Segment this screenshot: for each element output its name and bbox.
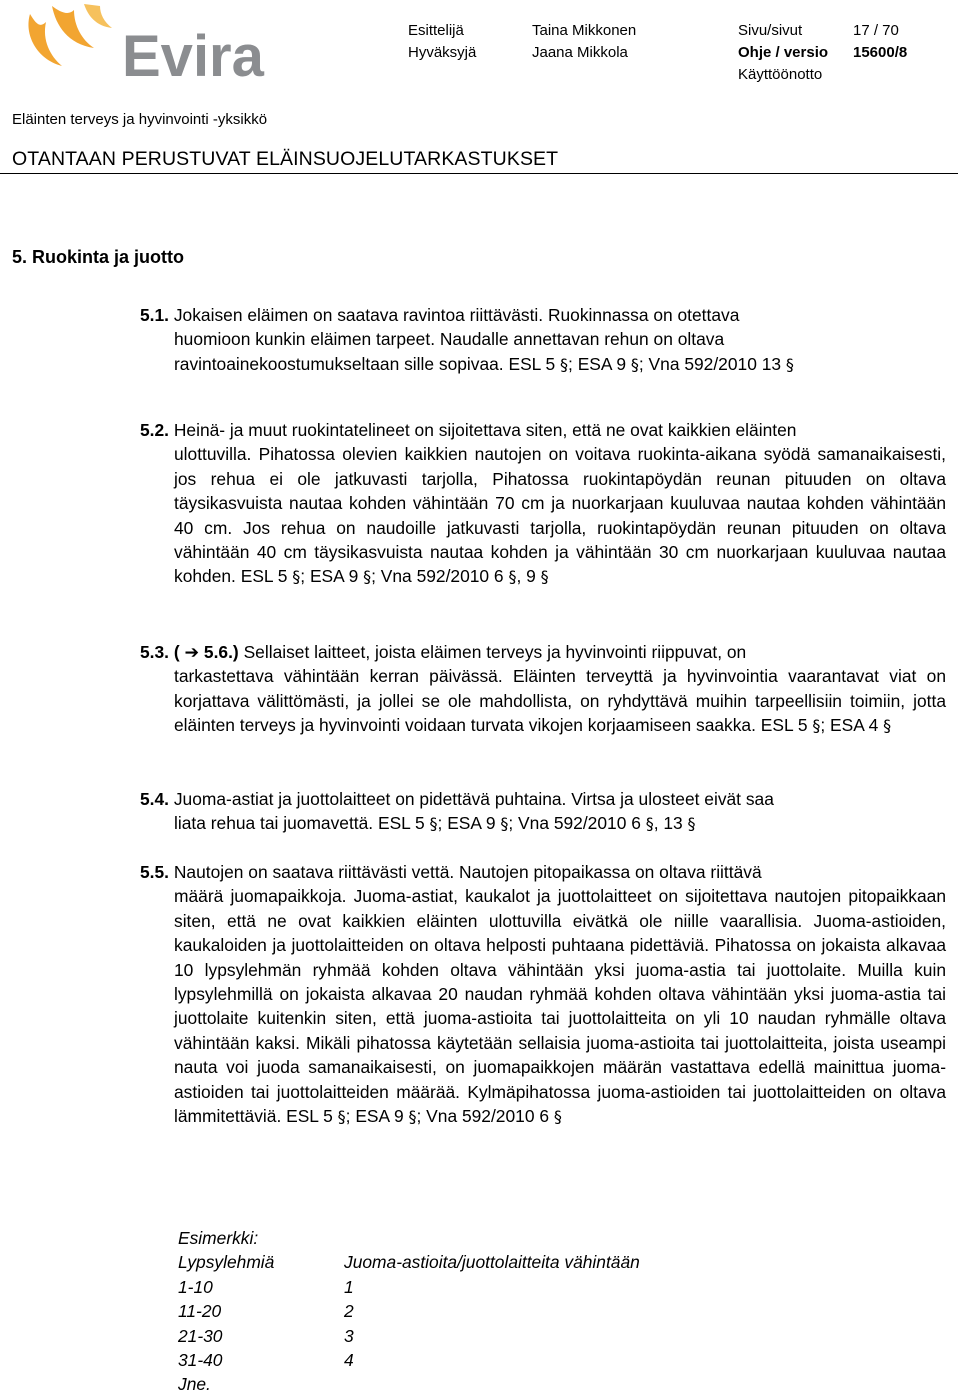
section-sign: § xyxy=(785,354,794,374)
item-5-3 xyxy=(140,640,946,739)
item-5-4 xyxy=(140,787,946,837)
table-row xyxy=(178,1324,640,1348)
table-cell: 1 xyxy=(344,1276,354,1297)
section-sign: § xyxy=(408,1107,417,1127)
author-label: Esittelijä xyxy=(408,22,464,39)
table-cell: 3 xyxy=(344,1325,354,1346)
item-text: Nautojen on saatava riittävästi vettä. Nautojen pitopaikassa on oltava riittävä xyxy=(173,862,762,882)
page-label: Sivu/sivut xyxy=(738,22,803,39)
document-title: OTANTAAN PERUSTUVAT ELÄINSUOJELUTARKASTUKSET xyxy=(12,148,559,170)
link-text: 5.6.) xyxy=(203,642,239,662)
version-number: 15600/8 xyxy=(853,44,908,61)
item-text: ; ESA 9 xyxy=(568,353,631,374)
reference-link[interactable] xyxy=(174,642,239,662)
page-number: 17 / 70 xyxy=(853,22,899,39)
table-cell: 2 xyxy=(344,1301,354,1322)
evira-logo xyxy=(22,4,272,84)
item-text: ravintoainekoostumukseltaan sille sopivaa. ESL 5 xyxy=(174,353,561,374)
section-sign: § xyxy=(508,567,517,587)
approver-label: Hyväksyjä xyxy=(408,44,477,61)
item-5-1 xyxy=(140,303,946,377)
table-cell: 4 xyxy=(344,1350,354,1371)
table-row xyxy=(178,1299,640,1323)
section-sign: § xyxy=(500,814,509,834)
section-sign: § xyxy=(292,567,301,587)
table-cell: 21-30 xyxy=(178,1325,223,1346)
section-sign: § xyxy=(337,1107,346,1127)
item-text: ; Vna 592/2010 6 xyxy=(508,813,646,834)
column-header: Lypsylehmiä xyxy=(178,1252,275,1273)
section-sign: § xyxy=(560,354,569,374)
item-text: Heinä- ja muut ruokintatelineet on sijoitettava siten, että ne ovat kaikkien eläinten xyxy=(173,420,797,440)
item-5-2 xyxy=(140,418,946,590)
item-text: ; ESA 9 xyxy=(437,813,501,834)
link-text: ( xyxy=(173,642,180,662)
table-header-row xyxy=(178,1250,640,1274)
item-text: , 9 xyxy=(516,566,541,587)
section-heading: 5. Ruokinta ja juotto xyxy=(12,247,185,267)
item-text: liata rehua tai juomavettä. ESL 5 xyxy=(174,813,430,834)
item-text: ; ESA 9 xyxy=(345,1106,409,1127)
example-block xyxy=(178,1226,640,1397)
header-divider xyxy=(0,173,958,174)
item-text: ; Vna 592/2010 6 xyxy=(416,1106,554,1127)
author-name: Taina Mikkonen xyxy=(532,22,637,39)
table-cell: 31-40 xyxy=(178,1350,223,1371)
unit-name: Eläinten terveys ja hyvinvointi -yksikkö xyxy=(12,111,268,128)
item-text: määrä juomapaikkoja. Juoma-astiat, kaukalot ja juottolaitteet on sijoitettava nautojen pitopaikkaan siten, että ne ovat kaikkien eläinten ulottuvilla eivätkä ole niille vaarallisia. Juoma-astioiden, kaukaloiden ja juottolaitteiden on oltava helposti puhtaana pidettäviä. Pihatossa on jokaista alkavaa 10 lypsylehmän ryhmää kohden oltava vähintään yksi juoma-astia tai juottolaite. Muilla kuin lypsylehmillä on jokaista alkavaa 20 naudan ryhmää kohden oltava vähintään yksi juoma-astia tai juottolaite kuitenkin siten, että juoma-astioita tai juottolaitteita on yli 10 naudan ryhmälle oltava vähintään kaksi. Mikäli pihatossa käytetään sellaisia juoma-astioita tai juottolaitteita, joista useampi nauta voi juoda samanaikaisesti, on juomapaikkojen määrän vastattava edellä mainittua juoma-astioiden tai juottolaitteiden määrää. Kylmäpihatossa juoma-astioiden tai juottolaitteiden on oltava lämmitettäviä. ESL 5 xyxy=(174,886,946,1127)
version-label: Ohje / versio xyxy=(738,44,829,61)
example-etc: Jne. xyxy=(178,1374,211,1395)
item-text: ; ESA 4 xyxy=(820,715,884,736)
arrow-right-icon: ➔ xyxy=(184,642,200,662)
item-5-5 xyxy=(140,860,946,1129)
usage-status: Käyttöönotto xyxy=(738,66,823,83)
logo-swirl-icon xyxy=(28,4,112,66)
logo-text: Evira xyxy=(122,24,264,84)
approver-name: Jaana Mikkola xyxy=(532,44,628,61)
item-text: Jokaisen eläimen on saatava ravintoa riittävästi. Ruokinnassa on otettava xyxy=(173,305,740,325)
item-text: ; Vna 592/2010 6 xyxy=(371,566,509,587)
section-sign: § xyxy=(429,814,438,834)
table-row xyxy=(178,1348,640,1372)
item-text: Sellaiset laitteet, joista eläimen terveys ja hyvinvointi riippuvat, on xyxy=(238,642,747,662)
item-text: ; Vna 592/2010 13 xyxy=(638,353,786,374)
section-sign: § xyxy=(883,716,892,736)
section-sign: § xyxy=(630,354,639,374)
table-cell: 1-10 xyxy=(178,1276,213,1297)
item-number: 5.3. xyxy=(140,642,170,662)
item-text: huomioon kunkin eläimen tarpeet. Naudalle annettavan rehun on oltava xyxy=(174,329,725,350)
item-text: , 13 xyxy=(653,813,688,834)
item-text: ulottuvilla. Pihatossa olevien kaikkien nautojen on voitava ruokinta-aikana syödä samanaikaisesti, jos rehua ei ole jatkuvasti tarjolla, Pihatossa ruokintapöydän reunan pituuden on oltava täysikasvuista nautaa kohden vähintään 70 cm ja nuorkarjaan kuuluvaa nautaa kohden vähintään 40 cm. Jos rehua on naudoille jatkuvasti tarjolla, ruokintapöydän reunan pituuden on oltava vähintään 40 cm täysikasvuista nautaa kohden ja vähintään 30 cm nuorkarjaan kuuluvaa nautaa kohden. ESL 5 xyxy=(174,444,946,587)
section-sign: § xyxy=(645,814,654,834)
table-row xyxy=(178,1275,640,1299)
section-sign: § xyxy=(687,814,696,834)
section-sign: § xyxy=(363,567,372,587)
column-header: Juoma-astioita/juottolaitteita vähintään xyxy=(344,1252,640,1273)
example-table xyxy=(178,1250,640,1372)
section-sign: § xyxy=(540,567,549,587)
item-text: ; ESA 9 xyxy=(300,566,364,587)
item-number: 5.2. xyxy=(140,420,170,440)
section-sign: § xyxy=(812,716,821,736)
table-cell: 11-20 xyxy=(178,1301,222,1322)
section-sign: § xyxy=(553,1107,562,1127)
item-number: 5.1. xyxy=(140,305,170,325)
item-number: 5.4. xyxy=(140,789,170,809)
example-title: Esimerkki: xyxy=(178,1228,259,1248)
item-number: 5.5. xyxy=(140,862,170,882)
item-text: Juoma-astiat ja juottolaitteet on pidettävä puhtaina. Virtsa ja ulosteet eivät saa xyxy=(173,789,774,809)
item-text: tarkastettava vähintään kerran päivässä. Eläinten terveyttä ja hyvinvointia vaarantavat viat on korjattava välittömästi, ja jollei se ole mahdollista, on ryhdyttävä muihin tarpeellisiin toimiin, jotta eläinten terveys ja hyvinvointi voidaan turvata vikojen korjaamiseen saakka. ESL 5 xyxy=(174,666,946,736)
